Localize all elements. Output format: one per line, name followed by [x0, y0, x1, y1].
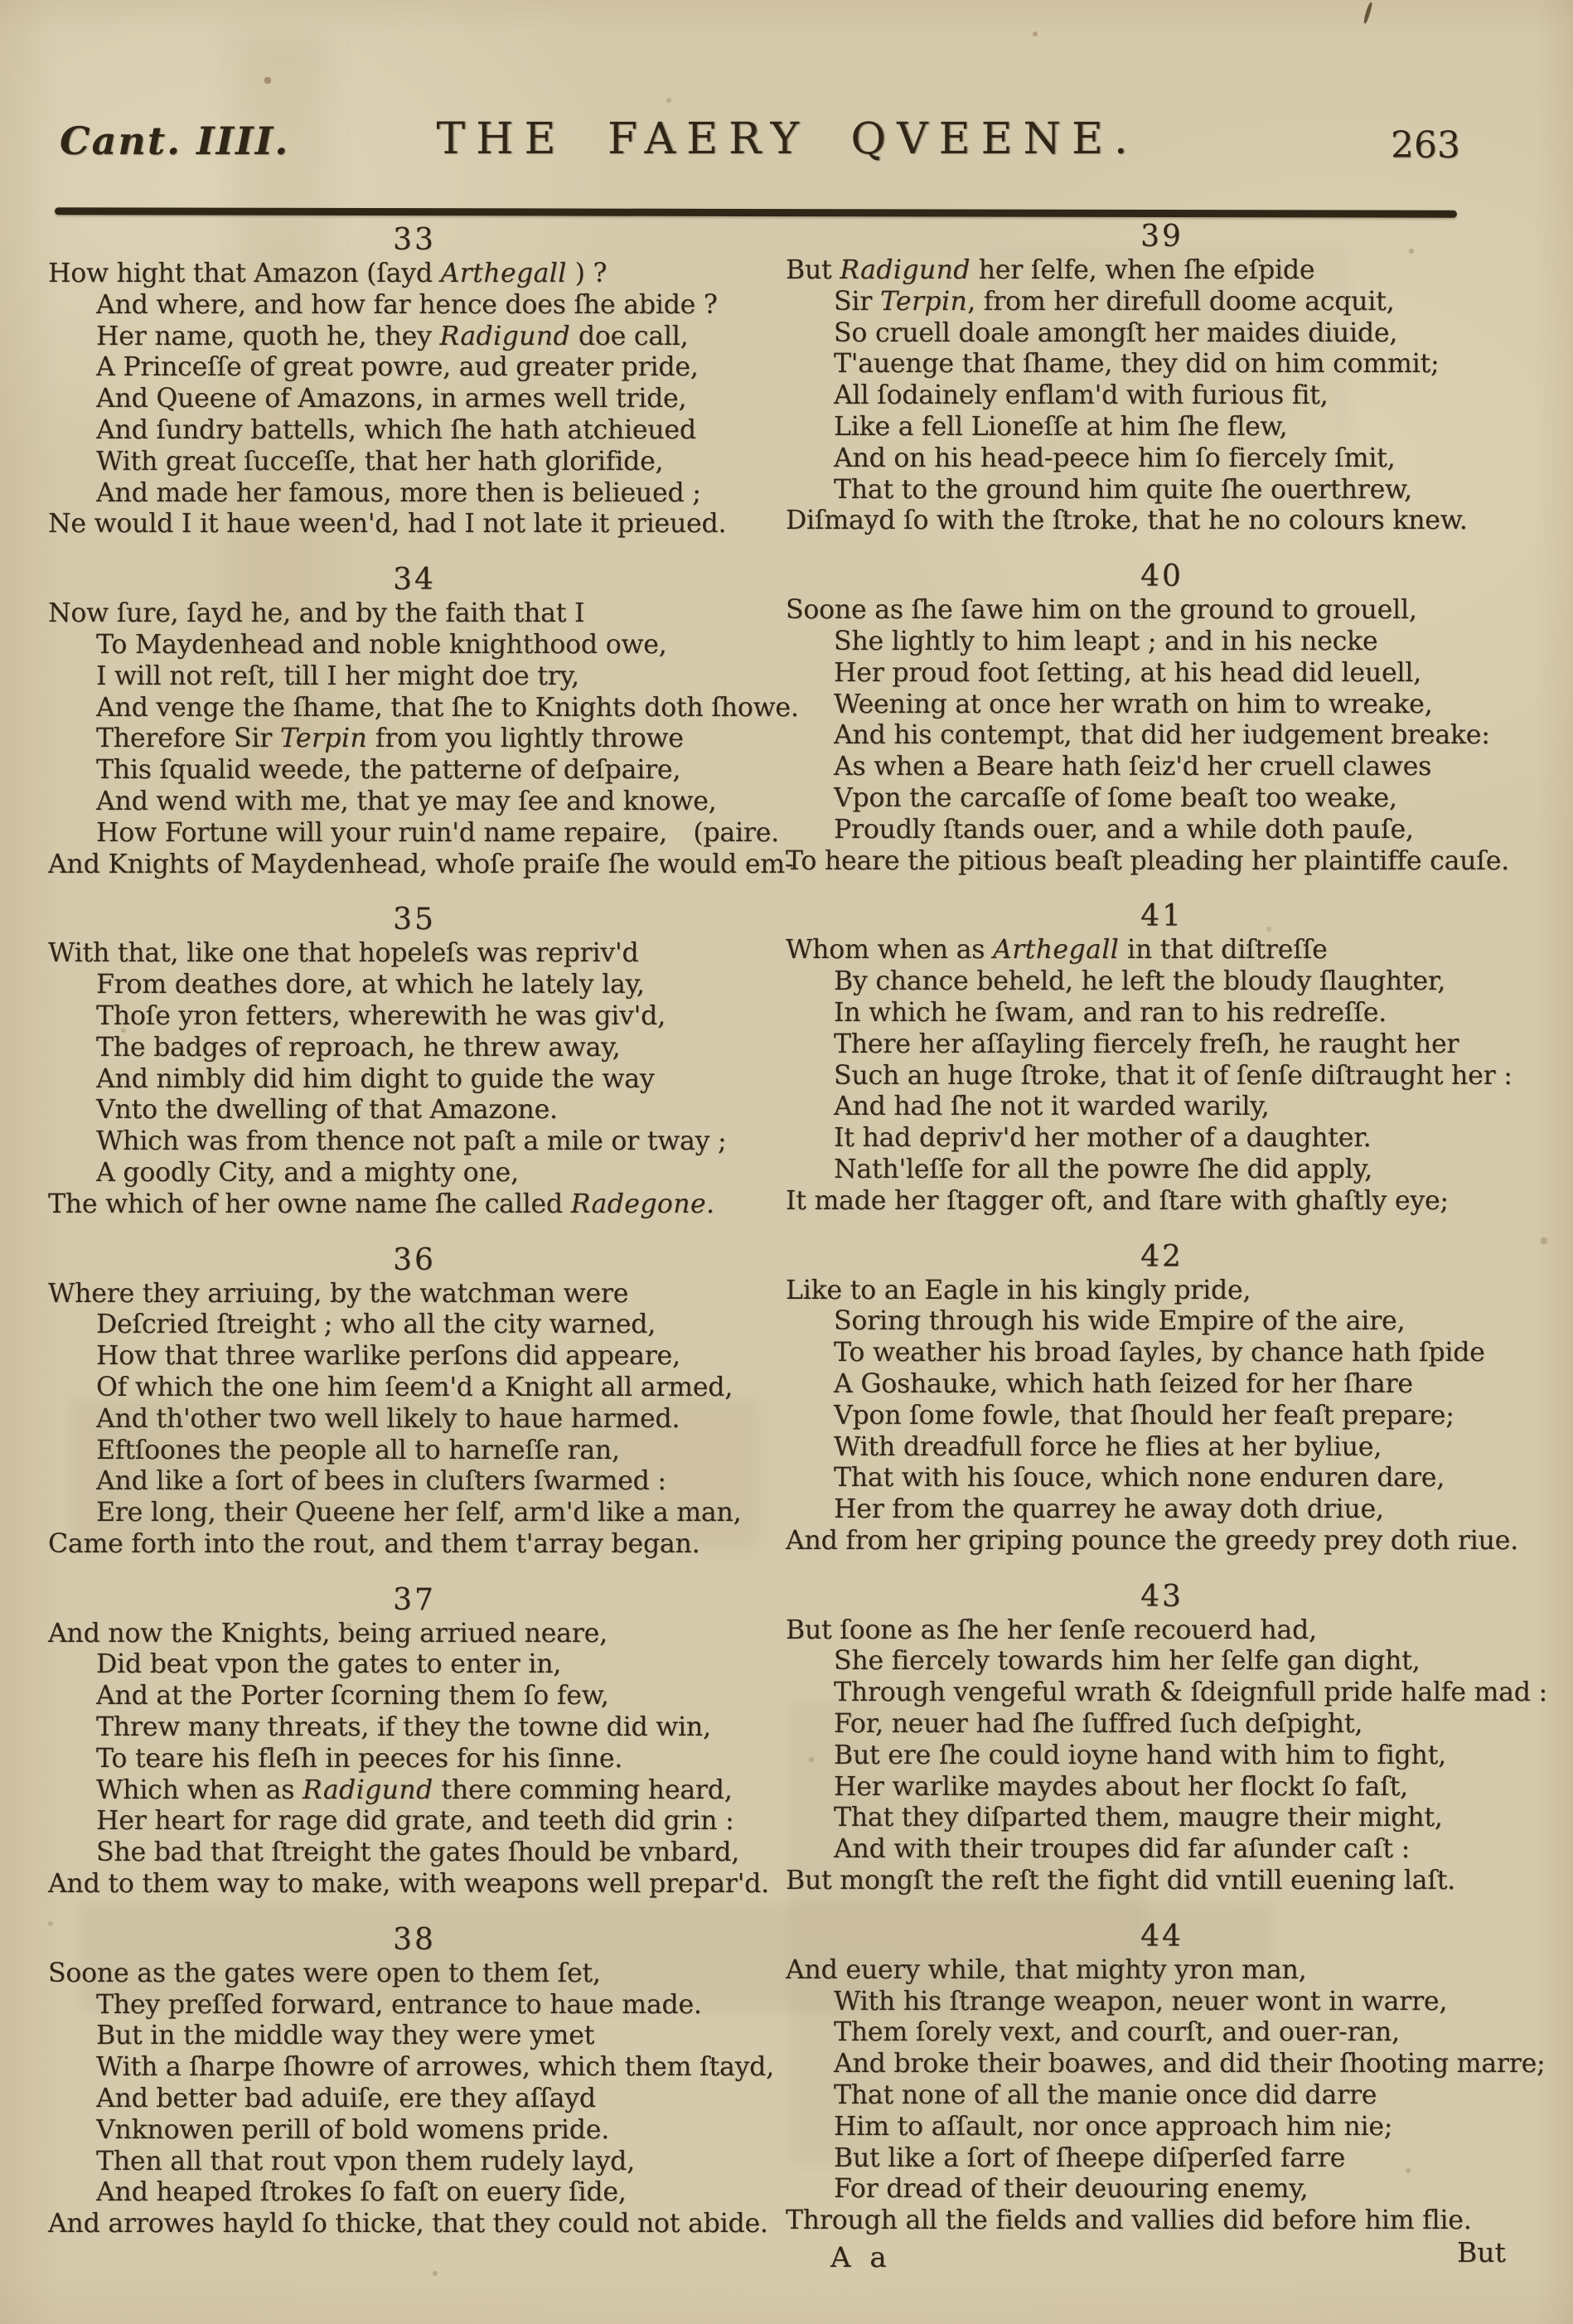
stanza-41 [786, 898, 1538, 1217]
verse-line: From deathes dore, at which he lately lay, [96, 970, 645, 1000]
verse-line: So cruell doale amongſt her maides diuide, [834, 317, 1398, 348]
verse-line: With his ſtrange weapon, neuer wont in warre, [834, 1986, 1448, 2017]
canto-label: Cant. IIII. [60, 119, 290, 163]
verse-line: That to the ground him quite ſhe ouerthrew, [834, 474, 1412, 505]
signature-mark: A a [830, 2241, 892, 2274]
verse-line: They preſſed forward, entrance to haue made. [96, 1989, 702, 2020]
stanza-44 [786, 1919, 1546, 2237]
verse-line: With great ſucceſſe, that her hath glorifide, [96, 446, 664, 477]
stanza-38 [48, 1922, 781, 2240]
verse-line: In which he ſwam, and ran to his redreſſe. [834, 997, 1387, 1028]
stanza-number: 43 [1140, 1579, 1183, 1614]
verse-line: To heare the pitious beaſt pleading her plaintiffe cauſe. [786, 845, 1509, 876]
verse-line: Where they arriuing, by the watchman were [48, 1278, 629, 1309]
verse-line: Her heart for rage did grate, and teeth did grin : [96, 1806, 734, 1837]
verse-line: All ſodainely enflam'd with furious fit, [834, 380, 1329, 411]
verse-line: But ere ſhe could ioyne hand with him to fight, [834, 1740, 1446, 1770]
verse-line: And better bad aduiſe, ere they aſſayd [96, 2084, 596, 2114]
verse-line: To weather his broad ſayles, by chance hath ſpide [834, 1338, 1485, 1368]
verse-line: And Knights of Maydenhead, whoſe praiſe ſhe would em- [48, 849, 794, 879]
verse-line: Deſcried ſtreight ; who all the city warned, [96, 1310, 656, 1340]
verse-line: Sir Terpin, from her direfull doome acquit, [834, 286, 1395, 317]
verse-line: Which was from thence not paſt a mile or tway ; [96, 1126, 727, 1157]
stanza-number: 40 [1140, 559, 1183, 594]
verse-line: Whom when as Arthegall in that diſtreſſe [786, 935, 1328, 966]
verse-line: How hight that Amazon (ſayd Arthegall ) ? [48, 259, 607, 288]
verse-line: Threw many threats, if they the towne did win, [96, 1712, 711, 1743]
stanza-40 [786, 559, 1538, 877]
verse-line: And with their troupes did far aſunder caſt : [834, 1834, 1411, 1865]
verse-line: How that three warlike perſons did appeare, [96, 1341, 680, 1372]
stanza-number: 44 [1140, 1919, 1183, 1954]
stanza-number: 35 [393, 903, 436, 937]
verse-line: There her aſſayling fiercely freſh, he raught her [834, 1029, 1459, 1059]
verse-line: And heaped ſtrokes ſo faſt on euery ſide, [96, 2177, 627, 2208]
verse-line: Did beat vpon the gates to enter in, [96, 1649, 562, 1680]
verse-line: Him to aſſault, nor once approach him nie; [834, 2111, 1393, 2142]
verse-line: And broke their boawes, and did their ſhooting marre; [834, 2049, 1546, 2079]
verse-line: Her name, quoth he, they Radigund doe call, [96, 321, 689, 351]
verse-line: Her warlike maydes about her flockt ſo faſt, [834, 1771, 1408, 1802]
stanza-number: 37 [393, 1582, 436, 1617]
verse-line: And now the Knights, being arriued neare, [48, 1618, 607, 1649]
verse-line: Through all the fields and vallies did before him flie. [786, 2205, 1472, 2236]
verse-line: And where, and how far hence does ſhe abide ? [96, 289, 718, 320]
verse-line: Her proud foot ſetting, at his head did leuell, [834, 657, 1421, 688]
column-left [48, 222, 799, 2262]
verse-line: Which when as Radigund there comming heard, [96, 1774, 733, 1805]
verse-line: Eftſoones the people all to harneſſe ran, [96, 1435, 620, 1465]
verse-line: But mongſt the reſt the fight did vntill euening laſt. [786, 1866, 1455, 1896]
verse-line: And on his head-peece him ſo fiercely ſmit, [834, 443, 1396, 473]
verse-line: And made her famous, more then is belieued ; [96, 477, 701, 508]
verse-line: It made her ſtagger oft, and ſtare with ghaſtly eye; [786, 1185, 1449, 1216]
stanza-37 [48, 1582, 781, 1900]
verse-line: Nath'leſſe for all the powre ſhe did apply, [834, 1154, 1372, 1184]
verse-line: And Queene of Amazons, in armes well tride, [96, 384, 687, 414]
verse-line: And arrowes hayld ſo thicke, that they could not abide. [48, 2209, 768, 2239]
verse-line: And to them way to make, with weapons well prepar'd. [48, 1869, 769, 1900]
verse-line: For, neuer had ſhe ſuffred ſuch deſpight, [834, 1709, 1363, 1740]
verse-line: Her from the quarrey he away doth driue, [834, 1494, 1384, 1525]
stanza-number: 36 [393, 1242, 436, 1277]
stanza-number: 34 [393, 563, 436, 598]
verse-line: That with his ſouce, which none enduren dare, [834, 1463, 1445, 1494]
verse-line: As when a Beare hath ſeiz'd her cruell clawes [834, 752, 1432, 782]
stanza-number: 41 [1140, 899, 1183, 934]
column-right [786, 219, 1547, 2259]
verse-line: Came forth into the rout, and them t'array began. [48, 1528, 700, 1559]
verse-line: Diſmayd ſo with the ſtroke, that he no colours knew. [786, 506, 1468, 536]
verse-line: And ſundry battells, which ſhe hath atchieued [96, 414, 696, 445]
verse-line: She fiercely towards him her ſelfe gan dight, [834, 1646, 1421, 1677]
verse-line: T'auenge that ſhame, they did on him commit; [834, 349, 1440, 380]
verse-line: But Radigund her ſelfe, when ſhe eſpide [786, 255, 1315, 285]
verse-line: Proudly ſtands ouer, and a while doth pauſe, [834, 814, 1414, 845]
verse-line: And his contempt, that did her iudgement breake: [834, 720, 1490, 751]
catchword: But [1457, 2236, 1506, 2268]
stanza-number: 33 [393, 223, 436, 257]
verse-line: And had ſhe not it warded warily, [834, 1092, 1270, 1122]
verse-line: She bad that ſtreight the gates ſhould be vnbard, [96, 1837, 740, 1868]
verse-line: It had depriv'd her mother of a daughter. [834, 1123, 1372, 1154]
verse-line: A Goshauke, which hath ſeized for her ſhare [834, 1368, 1413, 1399]
verse-line: Through vengeful wrath & ſdeignfull pride halfe mad : [834, 1678, 1547, 1708]
verse-line: To teare his fleſh in peeces for his ſinne. [96, 1743, 623, 1774]
verse-line: The which of her owne name ſhe called Radegone. [48, 1189, 715, 1219]
verse-line: Soone as ſhe ſawe him on the ground to grouell, [786, 595, 1417, 626]
verse-line: She lightly to him leapt ; and in his necke [834, 626, 1378, 656]
stanza-number: 42 [1140, 1239, 1183, 1274]
paper-speckles [0, 0, 2, 2]
stanza-number: 38 [393, 1922, 436, 1957]
verse-line: A Princeſſe of great powre, aud greater pride, [96, 352, 699, 383]
running-title: THE FAERY QVEENE. [436, 114, 1139, 164]
verse-line: Soone as the gates were open to them ſet, [48, 1958, 601, 1988]
stanza-33 [48, 222, 781, 540]
page-number: 263 [1391, 124, 1460, 167]
verse-line: To Maydenhead and noble knighthood owe, [96, 629, 667, 660]
verse-line: And at the Porter ſcorning them ſo few, [96, 1681, 609, 1712]
stanza-number: 39 [1140, 220, 1183, 254]
turnover-catchword: (paire. [693, 817, 779, 848]
verse-line: Now ſure, ſayd he, and by the faith that I [48, 598, 585, 629]
verse-line: But in the middle way they were ymet [96, 2021, 595, 2051]
verse-line: Like a fell Lioneſſe at him ſhe flew, [834, 411, 1288, 442]
stanza-39 [786, 219, 1538, 537]
stanza-42 [786, 1239, 1538, 1557]
verse-line: Of which the one him ſeem'd a Knight all armed, [96, 1372, 733, 1402]
stanza-36 [48, 1242, 781, 1561]
verse-line: And like a ſort of bees in cluſters ſwarmed : [96, 1466, 666, 1497]
stanza-34 [48, 562, 799, 880]
verse-line: This ſqualid weede, the patterne of deſpaire, [96, 755, 681, 786]
verse-line: And venge the ſhame, that ſhe to Knights doth ſhowe. [96, 692, 799, 723]
verse-line: But ſoone as ſhe her ſenſe recouerd had, [786, 1615, 1317, 1645]
verse-line: Vpon ſome fowle, that ſhould her feaſt prepare; [834, 1400, 1454, 1431]
stanza-35 [48, 902, 781, 1220]
verse-line: Them ſorely vext, and courſt, and ouer-ran, [834, 2017, 1400, 2048]
verse-line: Therefore Sir Terpin from you lightly throwe [96, 724, 684, 754]
stanza-43 [786, 1579, 1547, 1897]
verse-line: And nimbly did him dight to guide the way [96, 1063, 655, 1094]
verse-line: And th'other two well likely to haue harmed. [96, 1403, 680, 1434]
verse-line: Weening at once her wrath on him to wreake, [834, 689, 1433, 719]
verse-line: Then all that rout vpon them rudely layd, [96, 2146, 635, 2176]
verse-line: Vpon the carcaſſe of ſome beaſt too weake, [834, 782, 1397, 813]
verse-line: Like to an Eagle in his kingly pride, [786, 1275, 1251, 1305]
verse-line: The badges of reproach, he threw away, [96, 1032, 621, 1063]
verse-line: How Fortune will your ruin'd name repaire, (paire. [96, 817, 779, 848]
verse-line: But like a ſort of ſheepe diſperſed farre [834, 2142, 1346, 2173]
verse-line: That none of all the manie once did darre [834, 2080, 1377, 2111]
verse-line: Thoſe yron fetters, wherewith he was giv'd, [96, 1000, 666, 1031]
verse-line: With that, like one that hopeleſs was repriv'd [48, 938, 639, 969]
verse-line: Vnto the dwelling of that Amazone. [96, 1095, 558, 1126]
verse-line: Ne would I it haue ween'd, had I not late it prieued. [48, 509, 727, 540]
verse-line: And wend with me, that ye may ſee and knowe, [96, 786, 717, 816]
verse-line: And from her griping pounce the greedy prey doth riue. [786, 1525, 1518, 1556]
verse-line: That they diſparted them, maugre their might, [834, 1803, 1443, 1833]
verse-line: With dreadfull force he flies at her byliue, [834, 1431, 1382, 1462]
verse-line: And euery while, that mighty yron man, [786, 1954, 1307, 1985]
verse-line: Such an huge ſtroke, that it of ſenſe diſtraught her : [834, 1060, 1512, 1091]
verse-line: Ere long, their Queene her ſelf, arm'd like a man, [96, 1498, 742, 1528]
verse-line: Vnknowen perill of bold womens pride. [96, 2114, 610, 2145]
verse-line: For dread of their deuouring enemy, [834, 2174, 1309, 2205]
verse-line: By chance beheld, he left the bloudy ſlaughter, [834, 966, 1446, 997]
verse-line: Soring through his wide Empire of the aire, [834, 1306, 1406, 1337]
verse-line: I will not reſt, till I her might doe try, [96, 661, 579, 691]
verse-line: With a ſharpe ſhowre of arrowes, which them ſtayd, [96, 2052, 774, 2083]
verse-line: A goodly City, and a mighty one, [96, 1157, 519, 1188]
